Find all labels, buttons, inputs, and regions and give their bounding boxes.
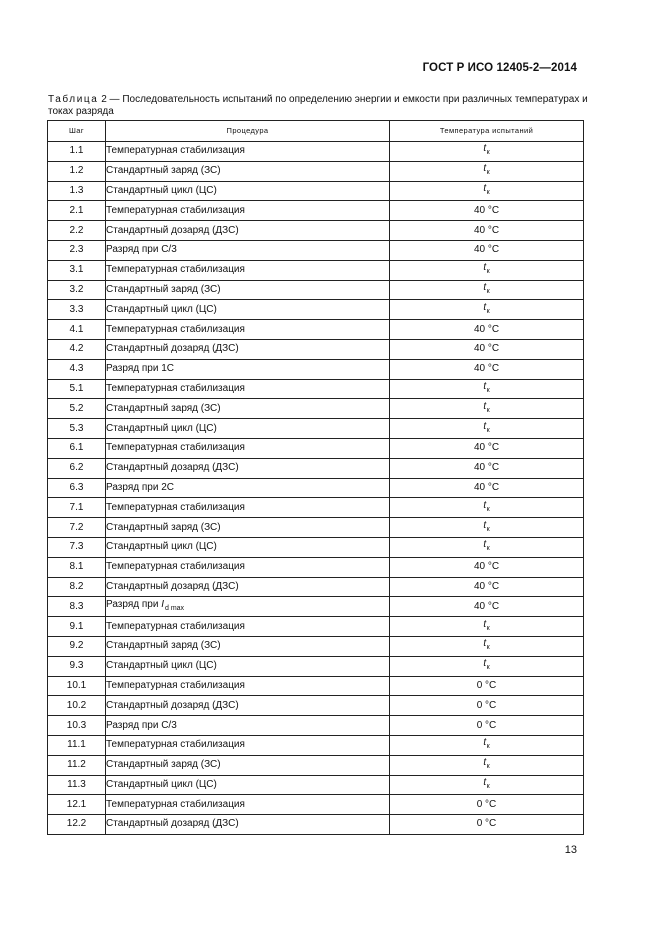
procedure-cell: Температурная стабилизация: [106, 735, 390, 755]
tk-symbol: t: [483, 163, 487, 175]
table-row: [48, 260, 584, 280]
temperature-cell: 40 °С: [390, 458, 584, 478]
tk-subscript: к: [486, 169, 490, 177]
procedure-cell: Разряд при С/3: [106, 716, 390, 736]
tk-subscript: к: [486, 149, 490, 157]
temperature-cell: 40 °С: [390, 359, 584, 379]
step-cell: 7.3: [48, 537, 106, 557]
tk-subscript: к: [486, 624, 490, 632]
table-row: [48, 775, 584, 795]
tk-symbol: t: [483, 519, 487, 531]
temperature-cell: [390, 181, 584, 201]
procedure-cell: Стандартный заряд (ЗС): [106, 399, 390, 419]
temperature-cell: [390, 379, 584, 399]
step-cell: 2.2: [48, 221, 106, 241]
tk-symbol: t: [483, 539, 487, 551]
table-row: [48, 181, 584, 201]
procedure-cell: Стандартный дозаряд (ДЗС): [106, 221, 390, 241]
step-cell: 7.2: [48, 518, 106, 538]
tk-symbol: t: [483, 499, 487, 511]
tk-subscript: к: [486, 268, 490, 276]
temperature-cell: 40 °С: [390, 577, 584, 597]
table-row: [48, 201, 584, 221]
table-row: [48, 221, 584, 241]
table-caption-text: — Последовательность испытаний по определению энергии и емкости при различных температурах и токах разряда: [48, 94, 588, 117]
table-row: [48, 696, 584, 716]
step-cell: 3.1: [48, 260, 106, 280]
tk-symbol: t: [483, 301, 487, 313]
tk-subscript: к: [486, 406, 490, 414]
table-row: [48, 320, 584, 340]
tk-subscript: к: [486, 525, 490, 533]
step-cell: 10.1: [48, 676, 106, 696]
procedure-cell: Температурная стабилизация: [106, 676, 390, 696]
temperature-cell: 40 °С: [390, 320, 584, 340]
procedure-cell: Температурная стабилизация: [106, 557, 390, 577]
tk-subscript: к: [486, 426, 490, 434]
tk-symbol: t: [483, 262, 487, 274]
procedure-cell: Температурная стабилизация: [106, 142, 390, 162]
temperature-cell: [390, 142, 584, 162]
tk-subscript: к: [486, 287, 490, 295]
table-row: [48, 478, 584, 498]
tk-subscript: к: [486, 664, 490, 672]
tk-symbol: t: [483, 400, 487, 412]
procedure-cell: Температурная стабилизация: [106, 795, 390, 815]
table-row: [48, 537, 584, 557]
tk-symbol: t: [483, 737, 487, 749]
tk-subscript: к: [486, 188, 490, 196]
table-row: [48, 458, 584, 478]
temperature-cell: 40 °С: [390, 201, 584, 221]
table-caption-number: 2: [101, 94, 107, 105]
step-cell: 4.3: [48, 359, 106, 379]
table-row: [48, 815, 584, 835]
temperature-cell: [390, 735, 584, 755]
tk-symbol: t: [483, 776, 487, 788]
table-row: [48, 300, 584, 320]
table-row: [48, 280, 584, 300]
tk-subscript: к: [486, 782, 490, 790]
temperature-cell: 40 °С: [390, 557, 584, 577]
temperature-cell: 0 °С: [390, 696, 584, 716]
tk-symbol: t: [483, 380, 487, 392]
table-row: [48, 676, 584, 696]
procedure-cell: Стандартный заряд (ЗС): [106, 280, 390, 300]
table-row: [48, 577, 584, 597]
step-cell: 3.3: [48, 300, 106, 320]
table-row: [48, 142, 584, 162]
table-row: [48, 498, 584, 518]
step-cell: 7.1: [48, 498, 106, 518]
temperature-cell: 40 °С: [390, 240, 584, 260]
current-subscript: d max: [164, 604, 185, 612]
procedure-cell: Стандартный цикл (ЦС): [106, 419, 390, 439]
step-cell: 2.1: [48, 201, 106, 221]
procedure-cell: Стандартный цикл (ЦС): [106, 775, 390, 795]
temperature-cell: [390, 537, 584, 557]
procedure-cell: [106, 597, 390, 617]
current-symbol: I: [161, 598, 164, 610]
table-row: [48, 656, 584, 676]
procedure-cell: Температурная стабилизация: [106, 617, 390, 637]
table-row: [48, 438, 584, 458]
temperature-cell: 40 °С: [390, 438, 584, 458]
tk-subscript: к: [486, 763, 490, 771]
temperature-cell: 0 °С: [390, 795, 584, 815]
temperature-cell: 40 °С: [390, 478, 584, 498]
temperature-cell: [390, 419, 584, 439]
step-cell: 2.3: [48, 240, 106, 260]
step-cell: 8.1: [48, 557, 106, 577]
table-row: [48, 518, 584, 538]
table-row: [48, 240, 584, 260]
procedure-cell: Температурная стабилизация: [106, 260, 390, 280]
tk-symbol: t: [483, 281, 487, 293]
procedure-cell: Стандартный цикл (ЦС): [106, 656, 390, 676]
table-row: [48, 419, 584, 439]
column-header-step: Шаг: [48, 121, 106, 142]
tk-subscript: к: [486, 545, 490, 553]
procedure-cell: Стандартный заряд (ЗС): [106, 161, 390, 181]
procedure-cell: Стандартный дозаряд (ДЗС): [106, 577, 390, 597]
step-cell: 6.2: [48, 458, 106, 478]
procedure-cell: Температурная стабилизация: [106, 498, 390, 518]
tk-symbol: t: [483, 658, 487, 670]
step-cell: 12.2: [48, 815, 106, 835]
column-header-temperature: Температура испытаний: [390, 121, 584, 142]
procedure-cell: Разряд при 2С: [106, 478, 390, 498]
temperature-cell: [390, 300, 584, 320]
test-sequence-table: [47, 120, 584, 835]
table-row: [48, 359, 584, 379]
table-row: [48, 735, 584, 755]
procedure-cell: Стандартный цикл (ЦС): [106, 181, 390, 201]
procedure-cell: Температурная стабилизация: [106, 320, 390, 340]
step-cell: 9.2: [48, 636, 106, 656]
step-cell: 9.3: [48, 656, 106, 676]
table-body: [48, 142, 584, 835]
procedure-cell: Разряд при 1С: [106, 359, 390, 379]
tk-symbol: t: [483, 182, 487, 194]
procedure-cell: Стандартный заряд (ЗС): [106, 518, 390, 538]
tk-subscript: к: [486, 307, 490, 315]
procedure-cell: Температурная стабилизация: [106, 201, 390, 221]
tk-subscript: к: [486, 743, 490, 751]
column-header-procedure: Процедура: [106, 121, 390, 142]
temperature-cell: 40 °С: [390, 597, 584, 617]
procedure-cell: Стандартный цикл (ЦС): [106, 300, 390, 320]
step-cell: 10.3: [48, 716, 106, 736]
table-row: [48, 399, 584, 419]
procedure-text: Разряд при: [106, 598, 159, 610]
procedure-cell: Температурная стабилизация: [106, 379, 390, 399]
step-cell: 3.2: [48, 280, 106, 300]
tk-subscript: к: [486, 505, 490, 513]
procedure-cell: Стандартный дозаряд (ДЗС): [106, 339, 390, 359]
table-header-row: [48, 121, 584, 142]
temperature-cell: [390, 636, 584, 656]
table-row: [48, 755, 584, 775]
step-cell: 12.1: [48, 795, 106, 815]
procedure-cell: Разряд при С/3: [106, 240, 390, 260]
temperature-cell: [390, 656, 584, 676]
step-cell: 4.1: [48, 320, 106, 340]
table-row: [48, 557, 584, 577]
step-cell: 11.1: [48, 735, 106, 755]
tk-symbol: t: [483, 143, 487, 155]
step-cell: 11.3: [48, 775, 106, 795]
temperature-cell: [390, 280, 584, 300]
tk-symbol: t: [483, 757, 487, 769]
table-row: [48, 617, 584, 637]
temperature-cell: [390, 498, 584, 518]
temperature-cell: [390, 617, 584, 637]
step-cell: 5.2: [48, 399, 106, 419]
tk-symbol: t: [483, 420, 487, 432]
step-cell: 6.1: [48, 438, 106, 458]
temperature-cell: 0 °С: [390, 716, 584, 736]
table-row: [48, 795, 584, 815]
procedure-cell: Стандартный дозаряд (ДЗС): [106, 815, 390, 835]
table-row: [48, 636, 584, 656]
procedure-cell: Стандартный заряд (ЗС): [106, 755, 390, 775]
standard-designation: ГОСТ Р ИСО 12405-2—2014: [422, 62, 577, 74]
step-cell: 11.2: [48, 755, 106, 775]
temperature-cell: [390, 161, 584, 181]
procedure-cell: Температурная стабилизация: [106, 438, 390, 458]
table-caption: [48, 94, 588, 117]
step-cell: 6.3: [48, 478, 106, 498]
table-row: [48, 339, 584, 359]
step-cell: 5.3: [48, 419, 106, 439]
temperature-cell: [390, 518, 584, 538]
step-cell: 4.2: [48, 339, 106, 359]
temperature-cell: 0 °С: [390, 676, 584, 696]
temperature-cell: [390, 775, 584, 795]
step-cell: 5.1: [48, 379, 106, 399]
temperature-cell: 40 °С: [390, 221, 584, 241]
step-cell: 8.2: [48, 577, 106, 597]
step-cell: 1.1: [48, 142, 106, 162]
step-cell: 8.3: [48, 597, 106, 617]
tk-symbol: t: [483, 638, 487, 650]
table-row: [48, 597, 584, 617]
procedure-cell: Стандартный дозаряд (ДЗС): [106, 458, 390, 478]
step-cell: 10.2: [48, 696, 106, 716]
table-caption-label: Таблица: [48, 94, 99, 105]
step-cell: 1.3: [48, 181, 106, 201]
procedure-cell: Стандартный заряд (ЗС): [106, 636, 390, 656]
procedure-cell: Стандартный дозаряд (ДЗС): [106, 696, 390, 716]
table-row: [48, 716, 584, 736]
temperature-cell: [390, 755, 584, 775]
temperature-cell: [390, 260, 584, 280]
tk-symbol: t: [483, 618, 487, 630]
tk-subscript: к: [486, 644, 490, 652]
step-cell: 1.2: [48, 161, 106, 181]
page-number: 13: [564, 844, 577, 856]
temperature-cell: [390, 399, 584, 419]
procedure-cell: Стандартный цикл (ЦС): [106, 537, 390, 557]
temperature-cell: 40 °С: [390, 339, 584, 359]
temperature-cell: 0 °С: [390, 815, 584, 835]
table-row: [48, 379, 584, 399]
table-row: [48, 161, 584, 181]
step-cell: 9.1: [48, 617, 106, 637]
tk-subscript: к: [486, 386, 490, 394]
